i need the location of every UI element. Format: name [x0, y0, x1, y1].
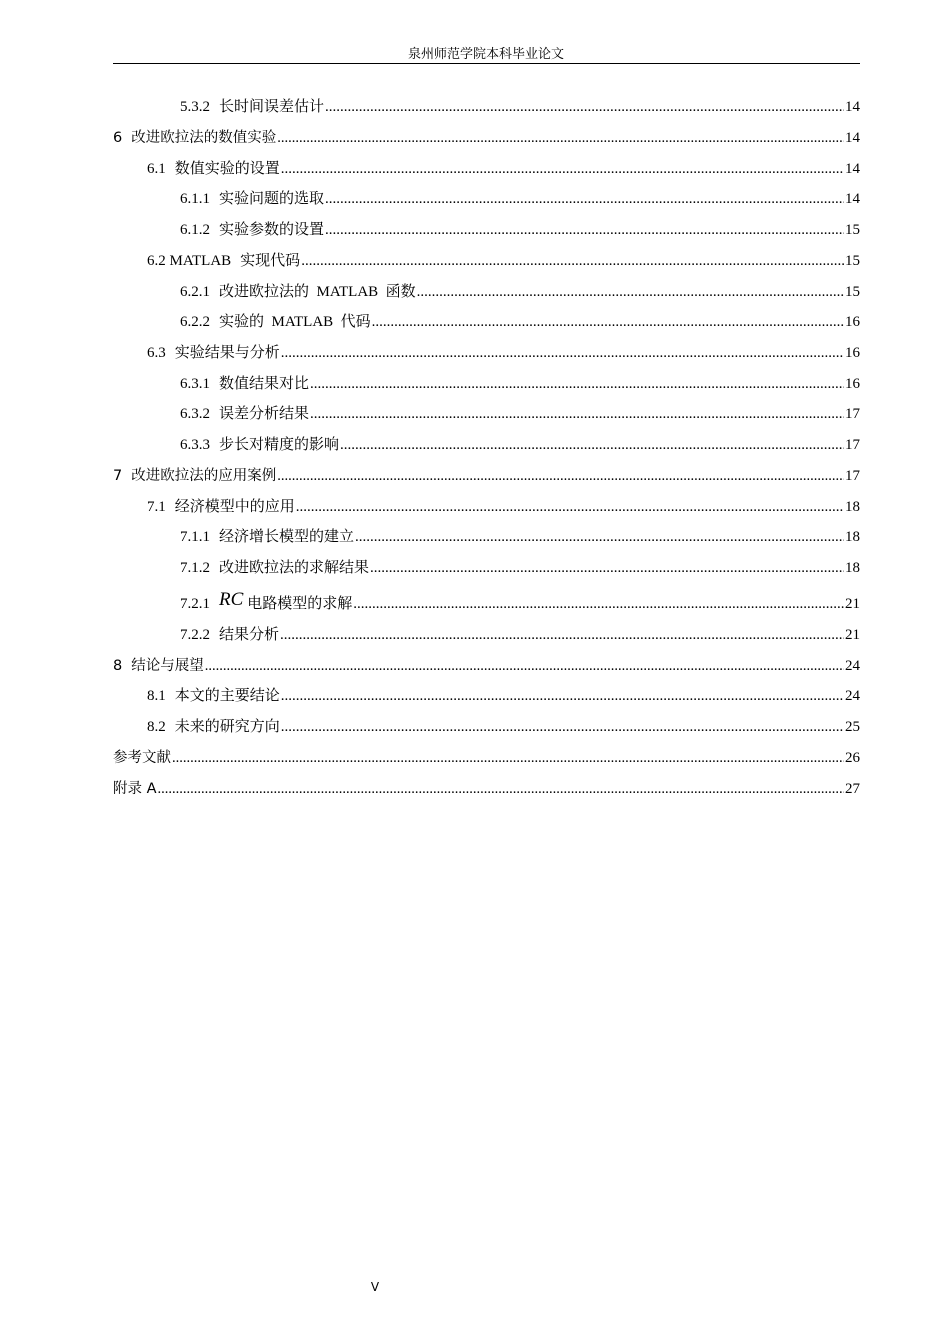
toc-dot-leader: [281, 159, 844, 179]
toc-entry-page: 24: [845, 688, 860, 704]
toc-dot-leader: [277, 128, 844, 148]
toc-entry-number: 8.1: [147, 688, 166, 704]
toc-dot-leader: [355, 527, 844, 547]
toc-entry-number: 7.1: [147, 499, 166, 515]
toc-entry[interactable]: [113, 240, 860, 271]
toc-entry-number: 6.1: [147, 161, 166, 177]
toc-entry[interactable]: [113, 578, 860, 614]
toc-dot-leader: [205, 656, 844, 676]
toc-entry-number: 8: [113, 658, 123, 674]
toc-entry-page: 17: [845, 437, 860, 453]
toc-entry[interactable]: [113, 645, 860, 676]
toc-entry-number: 7: [113, 468, 123, 484]
toc-dot-leader: [372, 312, 844, 332]
toc-entry[interactable]: [113, 393, 860, 424]
toc-dot-leader: [340, 435, 844, 455]
toc-entry[interactable]: [113, 455, 860, 486]
toc-entry-title: 经济增长模型的建立: [219, 529, 355, 545]
toc-entry-number: 5.3.2: [180, 99, 210, 115]
toc-dot-leader: [281, 343, 844, 363]
toc-entry-title: 实验参数的设置: [219, 222, 325, 238]
toc-entry[interactable]: [113, 706, 860, 737]
toc-entry-number: 6.2 MATLAB: [147, 253, 232, 269]
header-rule: [113, 63, 860, 64]
toc-dot-leader: [301, 251, 844, 271]
toc-entry-page: 16: [845, 376, 860, 392]
toc-dot-leader: [281, 717, 844, 737]
toc-entry-title: 改进欧拉法的应用案例: [131, 468, 277, 484]
toc-entry[interactable]: [113, 675, 860, 706]
toc-entry-title: 电路模型的求解: [247, 596, 353, 612]
toc-entry-page: 14: [845, 191, 860, 207]
toc-entry[interactable]: [113, 614, 860, 645]
toc-entry-page: 15: [845, 222, 860, 238]
toc-dot-leader: [310, 404, 844, 424]
toc-entry-number: 6.1.2: [180, 222, 210, 238]
toc-dot-leader: [172, 748, 844, 768]
toc-entry[interactable]: [113, 148, 860, 179]
toc-entry-title: 实验问题的选取: [219, 191, 325, 207]
toc-entry-title: 实现代码: [240, 253, 301, 269]
toc-entry-page: 17: [845, 468, 860, 484]
toc-entry-title: 改进欧拉法的求解结果: [219, 560, 370, 576]
toc-entry-number: 6.3: [147, 345, 166, 361]
toc-entry-title: 误差分析结果: [219, 406, 310, 422]
toc-entry-page: 26: [845, 750, 860, 766]
toc-entry[interactable]: [113, 486, 860, 517]
toc-dot-leader: [325, 189, 844, 209]
toc-entry-title: 长时间误差估计: [219, 99, 325, 115]
toc-entry-title: 实验的 MATLAB 代码: [219, 314, 371, 330]
toc-entry-title: 步长对精度的影响: [219, 437, 340, 453]
toc-entry-title: 经济模型中的应用: [174, 499, 295, 515]
toc-entry[interactable]: [113, 424, 860, 455]
toc-entry-page: 17: [845, 406, 860, 422]
toc-entry-title: 数值实验的设置: [174, 161, 280, 177]
toc-entry-number: 8.2: [147, 719, 166, 735]
toc-entry-number: 6.2.1: [180, 284, 210, 300]
toc-entry[interactable]: [113, 117, 860, 148]
toc-entry-number: 7.2.2: [180, 627, 210, 643]
toc-dot-leader: [296, 497, 844, 517]
toc-entry-number: 7.1.1: [180, 529, 210, 545]
toc-dot-leader: [370, 558, 844, 578]
toc-entry-page: 24: [845, 658, 860, 674]
toc-dot-leader: [325, 97, 844, 117]
toc-entry-title: 结论与展望: [131, 658, 204, 674]
toc-dot-leader: [281, 686, 844, 706]
toc-entry-title: 附录 A: [113, 781, 157, 797]
toc-dot-leader: [158, 779, 844, 799]
toc-entry[interactable]: [113, 301, 860, 332]
toc-entry-title: 本文的主要结论: [174, 688, 280, 704]
toc-entry[interactable]: [113, 516, 860, 547]
toc-entry[interactable]: [113, 209, 860, 240]
toc-entry-title: 数值结果对比: [219, 376, 310, 392]
page-number: V: [370, 1280, 380, 1294]
toc-entry[interactable]: [113, 547, 860, 578]
toc-entry-page: 16: [845, 345, 860, 361]
toc-entry-number: 6.3.2: [180, 406, 210, 422]
toc-entry-page: 16: [845, 314, 860, 330]
toc-dot-leader: [417, 282, 844, 302]
toc-entry-title: 结果分析: [219, 627, 280, 643]
toc-dot-leader: [280, 625, 844, 645]
toc-entry[interactable]: [113, 86, 860, 117]
toc-dot-leader: [353, 594, 844, 614]
toc-dot-leader: [325, 220, 844, 240]
toc-entry-page: 25: [845, 719, 860, 735]
toc-entry-page: 18: [845, 529, 860, 545]
toc-entry-page: 15: [845, 284, 860, 300]
toc-entry-number: 6.2.2: [180, 314, 210, 330]
toc-entry[interactable]: [113, 271, 860, 302]
toc-entry-number: 7.1.2: [180, 560, 210, 576]
toc-entry[interactable]: [113, 768, 860, 799]
toc-entry[interactable]: [113, 332, 860, 363]
toc-entry-title: 实验结果与分析: [174, 345, 280, 361]
toc-entry-title: 未来的研究方向: [174, 719, 280, 735]
page-header: 泉州师范学院本科毕业论文: [407, 46, 564, 61]
toc-entry[interactable]: [113, 363, 860, 394]
toc-entry-math-symbol: RC: [219, 589, 244, 610]
toc-entry-page: 14: [845, 161, 860, 177]
toc-entry-number: 7.2.1: [180, 596, 210, 612]
toc-entry-number: 6.1.1: [180, 191, 210, 207]
toc-entry-page: 21: [845, 596, 860, 612]
toc-entry-page: 21: [845, 627, 860, 643]
toc-entry-title: 改进欧拉法的数值实验: [131, 130, 277, 146]
toc-entry-number: 6.3.3: [180, 437, 210, 453]
toc-dot-leader: [277, 466, 844, 486]
toc-entry-page: 14: [845, 99, 860, 115]
toc-entry-page: 18: [845, 499, 860, 515]
toc-entry-page: 18: [845, 560, 860, 576]
toc-entry-title: 改进欧拉法的 MATLAB 函数: [219, 284, 416, 300]
toc-entry[interactable]: [113, 178, 860, 209]
toc-entry-page: 27: [845, 781, 860, 797]
toc-entry-number: 6: [113, 130, 123, 146]
toc-entry-title: 参考文献: [113, 750, 171, 766]
toc-entry-page: 14: [845, 130, 860, 146]
toc-entry[interactable]: [113, 737, 860, 768]
toc-entry-number: 6.3.1: [180, 376, 210, 392]
toc-entry-page: 15: [845, 253, 860, 269]
toc-dot-leader: [310, 374, 844, 394]
